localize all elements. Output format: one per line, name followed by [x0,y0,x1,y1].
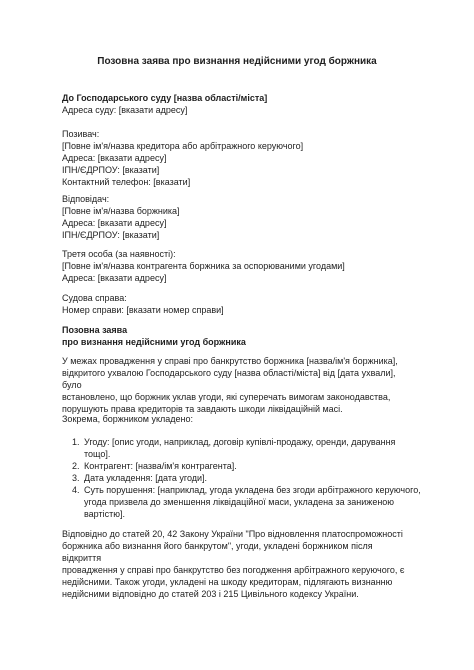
list-item-line: 2. Контрагент: [назва/ім'я контрагента]. [84,461,237,471]
list-item-line: 1. Угоду: [опис угоди, наприклад, договір купівлі-продажу, оренди, дарування [84,437,396,447]
deal-list [62,436,434,520]
case-number: Номер справи: [вказати номер справи] [62,305,224,315]
third-party-name: [Повне ім'я/назва контрагента боржника за оспорюваними угодами] [62,261,345,271]
list-item-line: 4. Суть порушення: [наприклад, угода укладена без згоди арбітражного керуючого, [84,485,421,495]
third-party-block [62,248,402,284]
conclusion-line: боржника або визнання його банкрутом", угоди, укладені боржником після відкриття [62,541,373,563]
claim-subheading: про визнання недійсними угод боржника [62,337,246,347]
conclusion-paragraph [62,528,414,600]
plaintiff-address: Адреса: [вказати адресу] [62,153,167,163]
case-block [62,292,402,316]
list-item [82,436,434,460]
defendant-address: Адреса: [вказати адресу] [62,218,167,228]
list-item [82,460,434,472]
claim-heading-block [62,324,402,348]
intro-line: У межах провадження у справі про банкрутство боржника [назва/ім'я боржника], [62,356,398,366]
court-heading: До Господарського суду [назва області/міста] [62,93,268,103]
plaintiff-phone: Контактний телефон: [вказати] [62,177,191,187]
court-block [62,92,402,116]
defendant-block [62,193,402,241]
conclusion-line: провадження у справі про банкрутство без погодження арбітражного керуючого, є [62,565,405,575]
conclusion-line: Відповідно до статей 20, 42 Закону України "Про відновлення платоспроможності [62,529,403,539]
list-item-line: тощо]. [84,449,111,459]
list-item-line: 3. Дата укладення: [дата угоди]. [84,473,208,483]
intro-line: відкритого ухвалою Господарського суду [назва області/міста] від [дата ухвали], було [62,368,396,390]
case-label: Судова справа: [62,293,127,303]
intro-paragraph [62,355,414,415]
plaintiff-block [62,128,402,188]
plaintiff-tax-id: ІПН/ЄДРПОУ: [вказати] [62,165,160,175]
claim-heading: Позовна заява [62,325,128,335]
court-address: Адреса суду: [вказати адресу] [62,105,188,115]
third-party-label: Третя особа (за наявності): [62,249,176,259]
plaintiff-label: Позивач: [62,129,100,139]
list-item-line: вартістю]. [84,509,125,519]
list-item [82,484,434,520]
defendant-name: [Повне ім'я/назва боржника] [62,206,180,216]
plaintiff-name: [Повне ім'я/назва кредитора або арбітражного керуючого] [62,141,304,151]
defendant-label: Відповідач: [62,194,110,204]
third-party-address: Адреса: [вказати адресу] [62,273,167,283]
intro-line: встановлено, що боржник уклав угоди, які суперечать вимогам законодавства, [62,392,391,402]
list-item [82,472,434,484]
intro-line: порушують права кредиторів та завдають шкоди ліквідаційній масі. [62,404,343,414]
conclusion-line: недійсними відповідно до статей 203 і 215 Цивільного кодексу України. [62,589,359,599]
list-item-line: угода призвела до зменшення ліквідаційної маси, укладена за заниженою [84,497,395,507]
defendant-tax-id: ІПН/ЄДРПОУ: [вказати] [62,230,160,240]
document-title: Позовна заява про визнання недійсними угод боржника [97,56,377,67]
concluded-label: Зокрема, боржником укладено: [62,414,194,424]
conclusion-line: недійсними. Також угоди, укладені на шкоду кредиторам, підлягають визнанню [62,577,393,587]
